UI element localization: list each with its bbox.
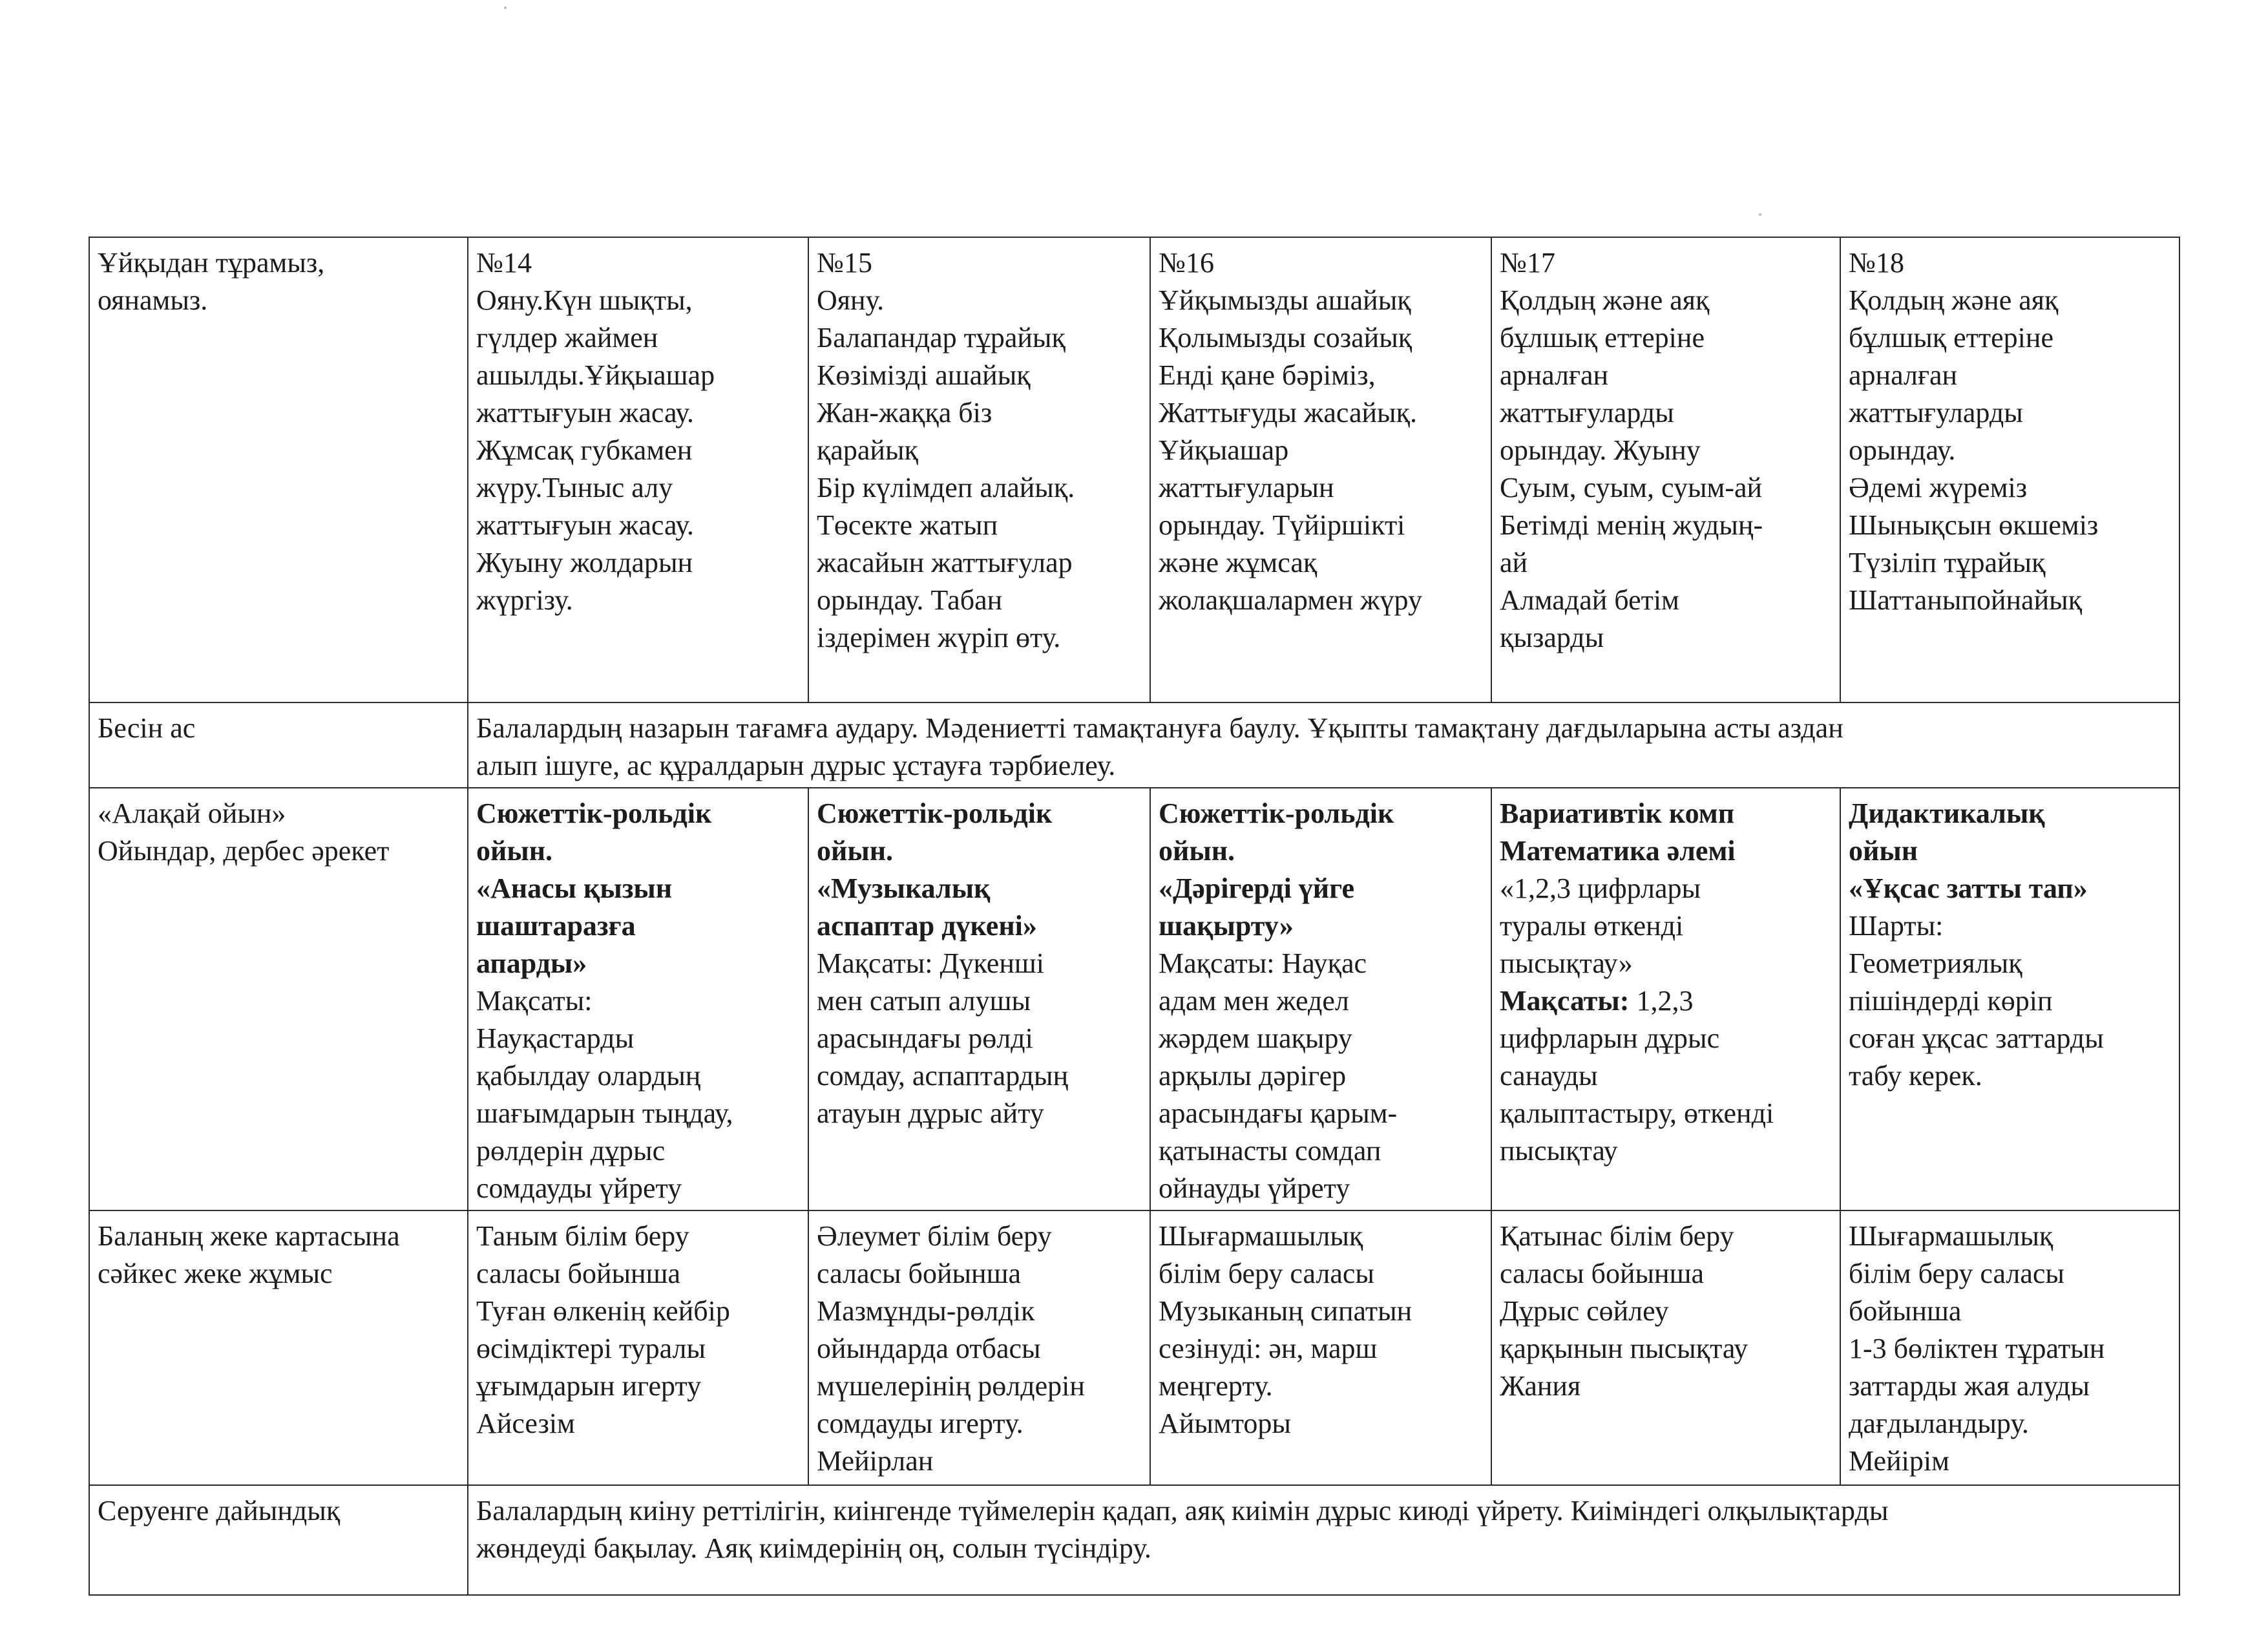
cell-line: табу керек. <box>1849 1060 1982 1092</box>
cell-line: адам мен жедел <box>1159 985 1349 1017</box>
cell-line: өсімдіктері туралы <box>476 1333 706 1364</box>
cell-line: Дидактикалық <box>1849 798 2045 829</box>
cell-line: бұлшық еттеріне <box>1849 322 2053 354</box>
cell-line: меңгерту. <box>1159 1370 1273 1402</box>
cell-line: Енді қане бәріміз, <box>1159 359 1376 391</box>
cell-line: пысықтау» <box>1500 947 1633 979</box>
table-cell <box>1491 1210 1840 1485</box>
row-label: оянамыз. <box>98 284 208 316</box>
cell-line: гүлдер жаймен <box>476 322 658 354</box>
cell-line: апарды» <box>476 947 587 979</box>
cell-line: орындау. Жуыну <box>1500 434 1701 466</box>
merged-text: Балалардың назарын тағамға аудару. Мәдениетті тамақтануға баулу. Ұқыпты тамақтану дағдыларына асты аздан <box>476 712 1843 744</box>
cell-line: заттарды жая алуды <box>1849 1370 2090 1402</box>
table-row <box>89 788 2179 1210</box>
cell-line: Қолдың және аяқ <box>1500 284 1710 316</box>
table-cell <box>468 1210 808 1485</box>
cell-line: Музыканың сипатын <box>1159 1295 1412 1327</box>
cell-line: «1,2,3 цифрлары <box>1500 872 1701 904</box>
cell-line: соған ұқсас заттарды <box>1849 1022 2104 1054</box>
cell-line: санауды <box>1500 1060 1598 1092</box>
cell-line: және жұмсақ <box>1159 547 1318 578</box>
row-label: Ойындар, дербес әрекет <box>98 835 390 867</box>
cell-line: Жұмсақ губкамен <box>476 434 693 466</box>
cell-line: Балапандар тұрайық <box>817 322 1066 354</box>
cell-line: Төсекте жатып <box>817 509 998 541</box>
row-label-cell <box>89 1210 468 1485</box>
scan-speck <box>504 6 507 9</box>
cell-line: ойнауды үйрету <box>1159 1172 1350 1204</box>
bold-prefix: Мақсаты: <box>1500 985 1630 1017</box>
cell-line: 1-3 бөліктен тұратын <box>1849 1333 2105 1364</box>
merged-cell <box>468 703 2179 788</box>
table-cell <box>1491 788 1840 1210</box>
cell-line: шағымдарын тыңдау, <box>476 1097 733 1129</box>
cell-line: Дұрыс сөйлеу <box>1500 1295 1669 1327</box>
table-cell <box>1150 1210 1491 1485</box>
cell-line: сомдауды игерту. <box>817 1408 1024 1439</box>
cell-line: пішіндерді көріп <box>1849 985 2053 1017</box>
row-label: Ұйқыдан тұрамыз, <box>98 247 325 279</box>
cell-line: Шығармашылық <box>1159 1220 1363 1252</box>
cell-line: «Музыкалық <box>817 872 991 904</box>
daily-plan-table <box>89 237 2180 1596</box>
cell-line: ойын. <box>817 835 894 867</box>
cell-line: қызарды <box>1500 622 1604 653</box>
cell-line: қабылдау олардың <box>476 1060 701 1092</box>
cell-line: білім беру саласы <box>1849 1258 2064 1289</box>
cell-line: саласы бойынша <box>1500 1258 1705 1289</box>
table-cell <box>808 788 1150 1210</box>
cell-line: Туған өлкенің кейбір <box>476 1295 730 1327</box>
cell-line: №15 <box>817 247 872 279</box>
cell-line: шақырту» <box>1159 910 1294 942</box>
table-cell <box>468 237 808 703</box>
cell-line: туралы өткенді <box>1500 910 1684 942</box>
cell-line: шаштаразға <box>476 910 636 942</box>
cell-line: Көзімізді ашайық <box>817 359 1031 391</box>
cell-line: арқылы дәрігер <box>1159 1060 1347 1092</box>
table-cell <box>808 1210 1150 1485</box>
row-label: сәйкес жеке жұмыс <box>98 1258 333 1289</box>
cell-line: Әлеумет білім беру <box>817 1220 1052 1252</box>
cell-line: Ұйқымызды ашайық <box>1159 284 1411 316</box>
merged-text: алып ішуге, ас құралдарын дұрыс ұстауға тәрбиелеу. <box>476 750 1116 781</box>
cell-line: Қолдың және аяқ <box>1849 284 2059 316</box>
row-label: Серуенге дайындық <box>98 1495 341 1527</box>
cell-line: Қатынас білім беру <box>1500 1220 1734 1252</box>
cell-line: ашылды.Ұйқыашар <box>476 359 715 391</box>
cell-line: дағдыландыру. <box>1849 1408 2029 1439</box>
cell-line: іздерімен жүріп өту. <box>817 622 1061 653</box>
cell-line: жүргізу. <box>476 584 573 616</box>
cell-line: мүшелерінің рөлдерін <box>817 1370 1085 1402</box>
row-label-cell <box>89 1485 468 1595</box>
cell-line: жасайын жаттығулар <box>817 547 1073 578</box>
row-label-cell <box>89 237 468 703</box>
cell-line: ойын. <box>476 835 553 867</box>
cell-line: Бір күлімдеп алайық. <box>817 472 1075 503</box>
cell-line: жаттығуларды <box>1849 397 2023 428</box>
cell-line: Түзіліп тұрайық <box>1849 547 2046 578</box>
cell-line: ойын. <box>1159 835 1235 867</box>
cell-line: Шынықсын өкшеміз <box>1849 509 2099 541</box>
cell-line: Әдемі жүреміз <box>1849 472 2028 503</box>
cell-line: №17 <box>1500 247 1555 279</box>
cell-line: аспаптар дүкені» <box>817 910 1037 942</box>
cell-line: Жания <box>1500 1370 1581 1402</box>
cell-line: ойын <box>1849 835 1918 867</box>
table-cell <box>468 788 808 1210</box>
cell-line: Геометриялық <box>1849 947 2022 979</box>
cell-line: Математика әлемі <box>1500 835 1736 867</box>
cell-line: №14 <box>476 247 532 279</box>
cell-line: Шығармашылық <box>1849 1220 2053 1252</box>
cell-line: арналған <box>1849 359 1958 391</box>
table-row <box>89 703 2179 788</box>
cell-line: Мақсаты: Дүкенші <box>817 947 1044 979</box>
table-cell <box>1840 788 2179 1210</box>
cell-line: қалыптастыру, өткенді <box>1500 1097 1774 1129</box>
row-label-cell <box>89 788 468 1210</box>
cell-line: №18 <box>1849 247 1904 279</box>
table-cell <box>1840 237 2179 703</box>
line-rest: 1,2,3 <box>1629 985 1694 1017</box>
cell-line: ай <box>1500 547 1528 578</box>
cell-line: сомдау, аспаптардың <box>817 1060 1069 1092</box>
cell-line: жәрдем шақыру <box>1159 1022 1352 1054</box>
cell-line: Сюжеттік-рольдік <box>476 798 712 829</box>
cell-line <box>1500 982 1832 1020</box>
cell-line: ойындарда отбасы <box>817 1333 1041 1364</box>
cell-line: Мақсаты: <box>476 985 593 1017</box>
row-label: Баланың жеке картасына <box>98 1220 400 1252</box>
table-cell <box>808 237 1150 703</box>
merged-text: жөндеуді бақылау. Аяқ киімдерінің оң, солын түсіндіру. <box>476 1532 1151 1564</box>
cell-line: «Ұқсас затты тап» <box>1849 872 2088 904</box>
cell-line: қарқынын пысықтау <box>1500 1333 1748 1364</box>
cell-line: Сюжеттік-рольдік <box>1159 798 1394 829</box>
cell-line: мен сатып алушы <box>817 985 1031 1017</box>
cell-line: арасындағы қарым- <box>1159 1097 1398 1129</box>
cell-line: Ояну. <box>817 284 885 316</box>
cell-line: бойынша <box>1849 1295 1962 1327</box>
cell-line: «Анасы қызын <box>476 872 673 904</box>
cell-line: цифрларын дұрыс <box>1500 1022 1720 1054</box>
cell-line: Ұйқыашар <box>1159 434 1289 466</box>
cell-line: Мейірлан <box>817 1445 934 1477</box>
cell-line: Науқастарды <box>476 1022 635 1054</box>
table-cell <box>1840 1210 2179 1485</box>
table-cell <box>1150 237 1491 703</box>
cell-line: Шарты: <box>1849 910 1944 942</box>
cell-line: жаттығуларын <box>1159 472 1334 503</box>
cell-line: орындау. Табан <box>817 584 1003 616</box>
cell-line: орындау. <box>1849 434 1956 466</box>
table-cell <box>1491 237 1840 703</box>
cell-line: жолақшалармен жүру <box>1159 584 1422 616</box>
cell-line: саласы бойынша <box>476 1258 681 1289</box>
cell-line: қатынасты сомдап <box>1159 1135 1381 1167</box>
cell-line: Алмадай бетім <box>1500 584 1679 616</box>
cell-line: бұлшық еттеріне <box>1500 322 1705 354</box>
row-label-cell <box>89 703 468 788</box>
cell-line: Суым, суым, суым-ай <box>1500 472 1763 503</box>
cell-line: арналған <box>1500 359 1609 391</box>
row-label: «Алақай ойын» <box>98 798 286 829</box>
cell-line: Сюжеттік-рольдік <box>817 798 1053 829</box>
table-row <box>89 237 2179 703</box>
cell-line: пысықтау <box>1500 1135 1618 1167</box>
cell-line: атауын дұрыс айту <box>817 1097 1044 1129</box>
cell-line: сезінуді: ән, марш <box>1159 1333 1378 1364</box>
cell-line: жаттығуларды <box>1500 397 1674 428</box>
cell-line: «Дәрігерді үйге <box>1159 872 1355 904</box>
cell-line: №16 <box>1159 247 1214 279</box>
cell-line: Жаттығуды жасайық. <box>1159 397 1417 428</box>
scan-speck <box>1759 213 1761 216</box>
table-row <box>89 1485 2179 1595</box>
cell-line: Бетімді менің жудың- <box>1500 509 1763 541</box>
cell-line: Таным білім беру <box>476 1220 689 1252</box>
cell-line: Ояну.Күн шықты, <box>476 284 693 316</box>
cell-line: Айсезім <box>476 1408 575 1439</box>
cell-line: жүру.Тыныс алу <box>476 472 673 503</box>
cell-line: жаттығуын жасау. <box>476 509 694 541</box>
cell-line: Мақсаты: Науқас <box>1159 947 1367 979</box>
table-cell <box>1150 788 1491 1210</box>
cell-line: ұғымдарын игерту <box>476 1370 702 1402</box>
cell-line: Айымторы <box>1159 1408 1291 1439</box>
cell-line: қарайық <box>817 434 918 466</box>
cell-line: жаттығуын жасау. <box>476 397 694 428</box>
cell-line: саласы бойынша <box>817 1258 1022 1289</box>
merged-text: Балалардың киіну реттілігін, киінгенде түймелерін қадап, аяқ киімін дұрыс киюді үйрету. Киіміндегі олқылықтарды <box>476 1495 1889 1527</box>
cell-line: арасындағы рөлді <box>817 1022 1033 1054</box>
cell-line: Шаттаныпойнайық <box>1849 584 2083 616</box>
merged-cell <box>468 1485 2179 1595</box>
row-label: Бесін ас <box>98 712 196 744</box>
cell-line: білім беру саласы <box>1159 1258 1374 1289</box>
cell-line: Вариативтік комп <box>1500 798 1735 829</box>
cell-line: Жуыну жолдарын <box>476 547 693 578</box>
cell-line: Мазмұнды-рөлдік <box>817 1295 1035 1327</box>
cell-line: Жан-жаққа біз <box>817 397 992 428</box>
table-row <box>89 1210 2179 1485</box>
cell-line: Қолымызды созайық <box>1159 322 1412 354</box>
cell-line: рөлдерін дұрыс <box>476 1135 666 1167</box>
cell-line: орындау. Түйіршікті <box>1159 509 1405 541</box>
cell-line: Мейірім <box>1849 1445 1949 1477</box>
cell-line: сомдауды үйрету <box>476 1172 682 1204</box>
